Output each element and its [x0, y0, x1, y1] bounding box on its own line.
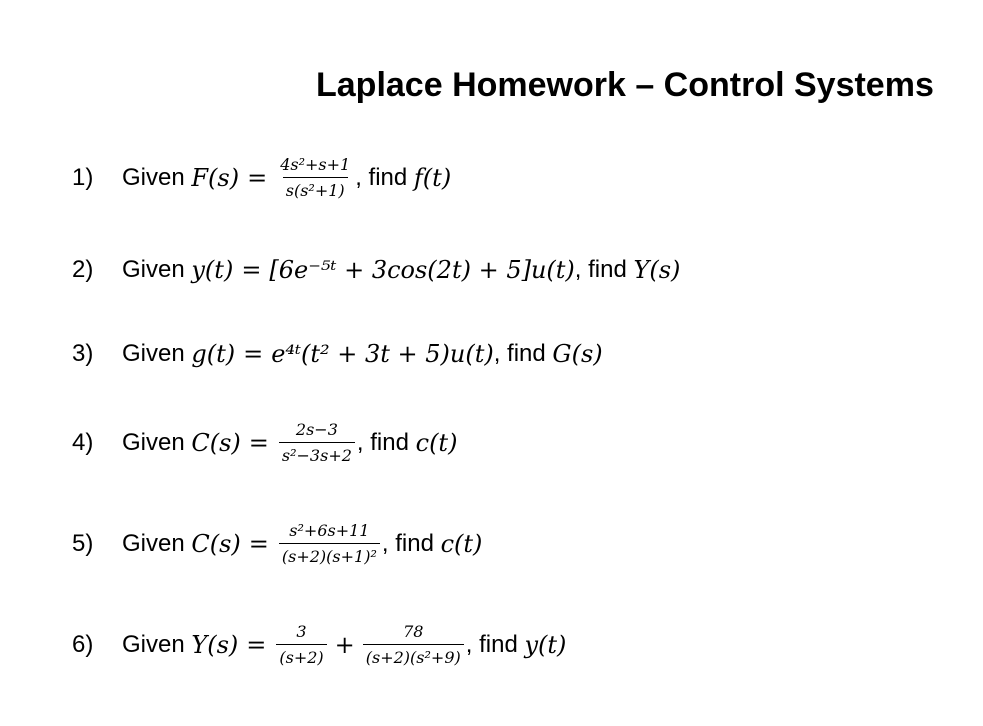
- separator: ,: [493, 340, 501, 367]
- fraction-denominator: s²−3s+2: [279, 442, 355, 465]
- find-label: find: [370, 428, 409, 456]
- problem-4: [72, 420, 457, 465]
- given-label: Given: [122, 256, 185, 283]
- find-label: find: [395, 529, 434, 557]
- expression: [6e⁻⁵ᵗ + 3cos(2t) + 5]u(t): [269, 256, 575, 284]
- equals-sign: =: [241, 256, 262, 284]
- problem-3: [72, 340, 603, 368]
- problem-2: [72, 256, 680, 284]
- problem-6: [72, 622, 566, 667]
- fraction-numerator: 4s²+s+1: [280, 155, 351, 174]
- find-label: find: [368, 163, 408, 191]
- function-lhs: y(t): [191, 256, 234, 284]
- find-label: find: [479, 630, 518, 658]
- problem-number: 2): [72, 256, 94, 283]
- equals-sign: =: [243, 340, 264, 368]
- function-lhs: Y(s): [191, 630, 239, 659]
- equals-sign: =: [247, 163, 268, 192]
- fraction-2: [363, 622, 464, 667]
- problem-5: [72, 521, 482, 566]
- target-function: c(t): [440, 529, 483, 558]
- separator: ,: [356, 428, 364, 456]
- fraction-denominator: (s+2): [276, 644, 326, 667]
- given-label: Given: [122, 340, 185, 367]
- equals-sign: =: [248, 529, 269, 558]
- function-lhs: g(t): [191, 340, 236, 368]
- problem-number: 6): [72, 630, 94, 658]
- fraction-numerator: s²+6s+11: [289, 521, 370, 540]
- separator: ,: [465, 630, 473, 658]
- target-function: G(s): [552, 340, 603, 368]
- fraction-numerator: 3: [296, 622, 307, 641]
- given-label: Given: [122, 630, 185, 658]
- function-lhs: C(s): [191, 428, 241, 457]
- fraction: [279, 521, 380, 566]
- fraction-denominator: s(s²+1): [283, 177, 348, 200]
- problem-number: 3): [72, 340, 94, 367]
- target-function: f(t): [413, 163, 452, 192]
- fraction: [279, 420, 355, 465]
- target-function: y(t): [524, 630, 567, 659]
- problem-number: 1): [72, 163, 94, 191]
- plus-sign: +: [334, 630, 355, 659]
- find-label: find: [507, 340, 546, 367]
- equals-sign: =: [246, 630, 267, 659]
- problem-1: [72, 155, 451, 200]
- target-function: c(t): [415, 428, 458, 457]
- problem-number: 4): [72, 428, 94, 456]
- given-label: Given: [122, 163, 185, 191]
- separator: ,: [574, 256, 582, 283]
- function-lhs: C(s): [191, 529, 241, 558]
- fraction-denominator: (s+2)(s+1)²: [279, 543, 380, 566]
- expression: e⁴ᵗ(t² + 3t + 5)u(t): [271, 340, 494, 368]
- problem-number: 5): [72, 529, 94, 557]
- find-label: find: [588, 256, 627, 283]
- fraction-1: [276, 622, 326, 667]
- fraction-numerator: 78: [403, 622, 424, 641]
- fraction-denominator: (s+2)(s²+9): [363, 644, 464, 667]
- given-label: Given: [122, 529, 185, 557]
- given-label: Given: [122, 428, 185, 456]
- separator: ,: [355, 163, 362, 191]
- fraction: [277, 155, 353, 200]
- equals-sign: =: [248, 428, 269, 457]
- fraction-numerator: 2s−3: [295, 420, 338, 439]
- target-function: Y(s): [633, 256, 681, 284]
- separator: ,: [381, 529, 389, 557]
- page-title: Laplace Homework – Control Systems: [316, 66, 934, 104]
- function-lhs: F(s): [191, 163, 240, 192]
